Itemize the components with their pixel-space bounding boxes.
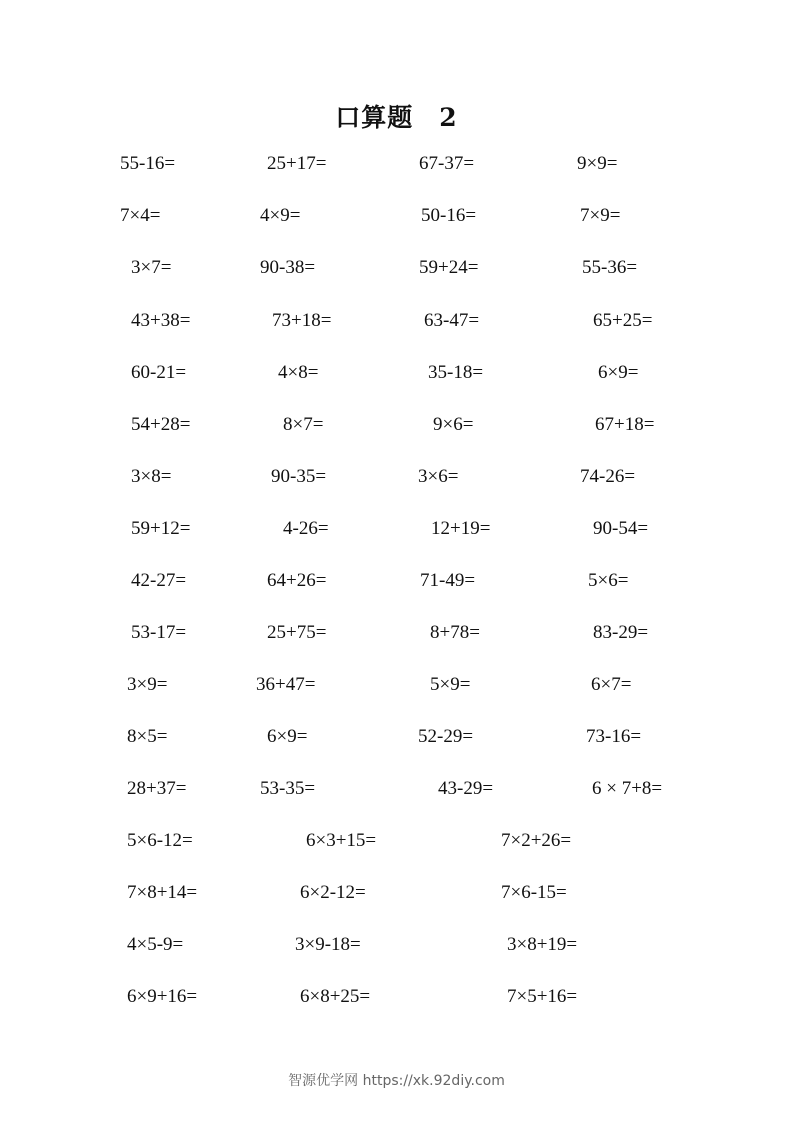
- problem: 55-16=: [120, 153, 176, 174]
- problem: 5×6-12=: [127, 830, 193, 851]
- problem: 6×2-12=: [300, 882, 366, 903]
- problem: 90-38=: [260, 257, 316, 278]
- problem: 8×5=: [127, 726, 168, 747]
- problem: 7×5+16=: [507, 986, 578, 1007]
- problem: 3×8+19=: [507, 934, 578, 955]
- problem: 54+28=: [131, 414, 191, 435]
- problem: 52-29=: [418, 726, 474, 747]
- problem: 53-17=: [131, 622, 187, 643]
- problem: 3×8=: [131, 466, 172, 487]
- problem: 60-21=: [131, 362, 187, 383]
- problem: 90-35=: [271, 466, 327, 487]
- problem: 73+18=: [272, 310, 332, 331]
- problem: 67+18=: [595, 414, 655, 435]
- problem: 6×3+15=: [306, 830, 377, 851]
- problem: 7×4=: [120, 205, 161, 226]
- problem: 6×7=: [591, 674, 632, 695]
- problem: 59+24=: [419, 257, 479, 278]
- problem: 9×9=: [577, 153, 618, 174]
- problem: 59+12=: [131, 518, 191, 539]
- problem: 7×6-15=: [501, 882, 567, 903]
- problem: 4×8=: [278, 362, 319, 383]
- problem: 3×9-18=: [295, 934, 361, 955]
- problem: 4×9=: [260, 205, 301, 226]
- problem: 7×2+26=: [501, 830, 572, 851]
- problem: 55-36=: [582, 257, 638, 278]
- problem: 35-18=: [428, 362, 484, 383]
- problem: 25+17=: [267, 153, 327, 174]
- problem: 6×8+25=: [300, 986, 371, 1007]
- problem: 73-16=: [586, 726, 642, 747]
- problem: 53-35=: [260, 778, 316, 799]
- problem: 43-29=: [438, 778, 494, 799]
- problem: 65+25=: [593, 310, 653, 331]
- problem: 8×7=: [283, 414, 324, 435]
- problem: 6×9+16=: [127, 986, 198, 1007]
- problem: 43+38=: [131, 310, 191, 331]
- problem: 63-47=: [424, 310, 480, 331]
- problem: 5×9=: [430, 674, 471, 695]
- footer-watermark: 智源优学网 https://xk.92diy.com: [288, 1073, 505, 1089]
- problem: 7×8+14=: [127, 882, 198, 903]
- problem: 8+78=: [430, 622, 480, 643]
- problem: 6×9=: [598, 362, 639, 383]
- problem: 6 × 7+8=: [592, 778, 663, 799]
- problem: 7×9=: [580, 205, 621, 226]
- problem: 4×5-9=: [127, 934, 184, 955]
- problem: 6×9=: [267, 726, 308, 747]
- problem: 74-26=: [580, 466, 636, 487]
- problem: 3×6=: [418, 466, 459, 487]
- problem: 50-16=: [421, 205, 477, 226]
- problem: 71-49=: [420, 570, 476, 591]
- problem: 42-27=: [131, 570, 187, 591]
- problem: 28+37=: [127, 778, 187, 799]
- problem: 12+19=: [431, 518, 491, 539]
- problem: 36+47=: [256, 674, 316, 695]
- problem: 90-54=: [593, 518, 649, 539]
- problem: 83-29=: [593, 622, 649, 643]
- page-title: 口算题 2: [335, 103, 458, 132]
- problem: 64+26=: [267, 570, 327, 591]
- problem: 67-37=: [419, 153, 475, 174]
- problem: 3×7=: [131, 257, 172, 278]
- problem: 25+75=: [267, 622, 327, 643]
- problem: 9×6=: [433, 414, 474, 435]
- problem: 5×6=: [588, 570, 629, 591]
- problem: 4-26=: [283, 518, 329, 539]
- problem: 3×9=: [127, 674, 168, 695]
